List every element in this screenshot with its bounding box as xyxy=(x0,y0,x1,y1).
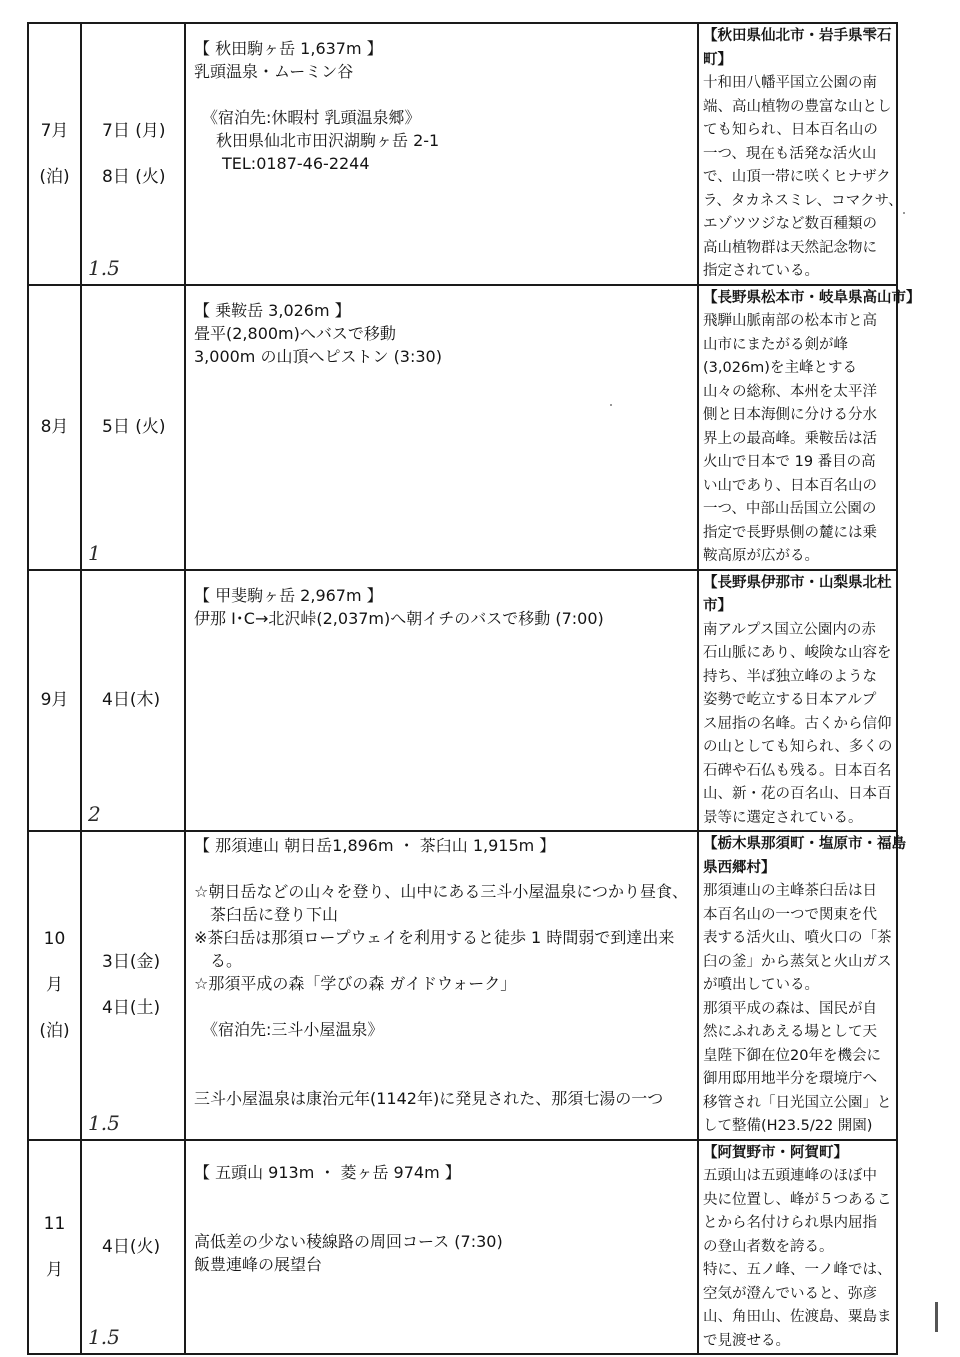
description-line: 南アルプス国立公園内の赤 xyxy=(703,621,876,638)
description-line: 火山で日本で 19 番目の高 xyxy=(703,454,876,470)
overnight-label: (泊) xyxy=(39,166,70,187)
detail-cell xyxy=(185,285,698,570)
description-line: とから名付けられ県内屈指 xyxy=(703,1215,877,1231)
lodging-name: 《宿泊先:三斗小屋温泉》 xyxy=(202,1020,384,1039)
plan-note: ※茶臼岳は那須ロープウェイを利用すると徒歩 1 時間弱で到達出来る。 xyxy=(194,928,675,970)
description-line: 石碑や石仏も残る。日本百名 xyxy=(703,762,892,779)
month-label: 11 xyxy=(43,1213,66,1234)
month-label: 月 xyxy=(46,1259,63,1280)
month-cell xyxy=(28,285,81,570)
description-line: 然にふれあえる場として天 xyxy=(703,1024,877,1040)
description-line: 山々の総称、本州を太平洋 xyxy=(703,383,877,400)
description-line: 御用邸用地半分を環境庁へ xyxy=(703,1071,877,1087)
lodging-address: 秋田県仙北市田沢湖駒ヶ岳 2-1 xyxy=(216,131,440,150)
description-line: の登山者数を誇る。 xyxy=(703,1238,834,1255)
plan-line: ☆那須平成の森「学びの森 ガイドウォーク」 xyxy=(194,974,517,993)
schedule-table xyxy=(27,22,921,1355)
overnight-label: (泊) xyxy=(39,1021,70,1042)
handwritten-note: 1.5 xyxy=(88,1325,120,1349)
description-line: 鞍高原が広がる。 xyxy=(703,548,819,564)
plan-footnote: 三斗小屋温泉は康治元年(1142年)に発見された、那須七湯の一つ xyxy=(194,1089,664,1108)
description-line: エゾツツジなど数百種類の xyxy=(703,216,877,232)
description-line: の山としても知られ、多くの xyxy=(703,739,893,755)
description-line: 移管され「日光国立公園」と xyxy=(703,1094,892,1111)
description-line: 端、高山植物の豊富な山とし xyxy=(703,98,892,115)
description-line: 一つ、現在も活発な活火山 xyxy=(703,145,877,162)
description-line: 指定で長野県側の麓には乗 xyxy=(703,524,877,541)
mountain-title: 【 那須連山 朝日岳1,896m ・ 茶臼山 1,915m 】 xyxy=(194,836,556,855)
handwritten-note: 1.5 xyxy=(88,255,120,280)
mountain-title: 【 甲斐駒ヶ岳 2,967m 】 xyxy=(194,585,383,605)
date-label: 5日 (火) xyxy=(102,417,166,437)
location-heading: 【阿賀野市・阿賀町】 xyxy=(703,1144,848,1161)
date-cell xyxy=(81,1140,185,1355)
description-line: 持ち、半ば独立峰のような xyxy=(703,668,877,685)
date-cell xyxy=(81,570,185,832)
lodging-name: 《宿泊先:休暇村 乳頭温泉郷》 xyxy=(202,108,421,127)
scan-speck xyxy=(610,404,612,406)
description-line: 側と日本海側に分ける分水 xyxy=(703,407,877,423)
handwritten-note: 2 xyxy=(88,802,101,826)
location-heading: 【秋田県仙北市・岩手県雫石 xyxy=(703,28,892,44)
description-line: が噴出している。 xyxy=(703,977,819,993)
month-cell xyxy=(28,831,81,1140)
description-line: ラ、タカネスミレ、コマクサ、 xyxy=(703,192,903,209)
location-heading: 【長野県松本市・岐阜県高山市】 xyxy=(703,289,921,306)
location-heading: 県西郷村】 xyxy=(703,859,776,876)
description-line: 飛騨山脈南部の松本市と高 xyxy=(703,313,877,329)
description-line: 那須連山の主峰茶臼岳は日 xyxy=(703,883,877,899)
description-line: 界上の最高峰。乗鞍岳は活 xyxy=(703,430,877,447)
description-line: ても知られ、日本百名山の xyxy=(703,122,878,138)
description-line: で、山頂一帯に咲くヒナザク xyxy=(703,169,891,185)
plan-line: 乳頭温泉・ムーミン谷 xyxy=(194,62,354,81)
schedule-row-july xyxy=(28,23,897,285)
description-line: 石山脈にあり、峻険な山容を xyxy=(703,645,892,661)
description-line: 山市にまたがる剣が峰 xyxy=(703,336,848,353)
description-line: 臼の釜」から蒸気と火山ガス xyxy=(703,953,892,970)
lodging-phone: TEL:0187-46-2244 xyxy=(222,154,370,173)
schedule-row-november xyxy=(28,1140,897,1355)
description-cell xyxy=(698,831,906,1140)
description-line: 特に、五ノ峰、一ノ峰では、 xyxy=(703,1262,892,1278)
month-label: 9月 xyxy=(40,690,69,711)
month-label: 8月 xyxy=(40,417,69,437)
description-line: 一つ、中部山岳国立公園の xyxy=(703,501,877,517)
location-heading: 市】 xyxy=(703,598,732,614)
description-line: 表する活火山、噴火口の「茶 xyxy=(703,930,892,946)
plan-line: 畳平(2,800m)へバスで移動 xyxy=(194,323,396,343)
detail-cell xyxy=(185,1140,698,1355)
description-line: 那須平成の森は、国民が自 xyxy=(703,1000,877,1017)
description-line: 央に位置し、峰が５つあるこ xyxy=(703,1191,892,1208)
location-heading: 【長野県伊那市・山梨県北杜 xyxy=(703,574,892,591)
plan-line: 高低差の少ない稜線路の周回コース (7:30) xyxy=(194,1231,503,1251)
description-cell xyxy=(698,570,897,832)
month-label: 月 xyxy=(46,975,63,996)
description-line: 五頭山は五頭連峰のほぼ中 xyxy=(703,1168,877,1184)
date-label: 4日(土) xyxy=(102,998,161,1019)
description-line: 山、角田山、佐渡島、粟島ま xyxy=(703,1309,892,1325)
scan-edge-mark xyxy=(935,1302,938,1332)
detail-cell xyxy=(185,570,698,832)
plan-line: ☆朝日岳などの山々を登り、山中にある三斗小屋温泉につかり昼食、茶臼岳に登り下山 xyxy=(194,882,689,924)
description-line: 姿勢で屹立する日本アルプ xyxy=(703,692,877,708)
description-line: 空気が澄んでいると、弥彦 xyxy=(703,1285,877,1302)
plan-line: 伊那 I･C→北沢峠(2,037m)へ朝イチのバスで移動 (7:00) xyxy=(194,608,604,628)
description-line: 高山植物群は天然記念物に xyxy=(703,239,877,256)
description-line: い山であり、日本百名山の xyxy=(703,477,877,494)
description-line: 指定されている。 xyxy=(703,263,819,279)
description-cell xyxy=(698,23,903,285)
date-label: 4日(火) xyxy=(102,1236,161,1257)
description-line: 景等に選定されている。 xyxy=(703,809,863,826)
handwritten-note: 1 xyxy=(88,540,101,565)
description-cell xyxy=(698,1140,897,1355)
detail-cell xyxy=(185,23,698,285)
handwritten-note: 1.5 xyxy=(88,1110,120,1135)
month-label: 10 xyxy=(43,929,66,950)
description-line: (3,026m)を主峰とする xyxy=(703,360,857,376)
date-cell xyxy=(81,23,185,285)
description-line: 十和田八幡平国立公園の南 xyxy=(703,75,877,91)
schedule-row-october xyxy=(28,831,897,1140)
scan-speck xyxy=(903,212,905,214)
mountain-title: 【 乗鞍岳 3,026m 】 xyxy=(194,300,351,320)
mountain-title: 【 五頭山 913m ・ 菱ヶ岳 974m 】 xyxy=(194,1162,461,1182)
date-label: 7日 (月) xyxy=(102,120,166,141)
month-cell xyxy=(28,23,81,285)
date-cell xyxy=(81,831,185,1140)
month-cell xyxy=(28,570,81,832)
description-line: 本百名山の一つで関東を代 xyxy=(703,906,877,923)
date-label: 8日 (火) xyxy=(102,166,166,187)
description-line: して整備(H23.5/22 開園) xyxy=(703,1118,873,1134)
date-label: 3日(金) xyxy=(102,952,161,973)
month-cell xyxy=(28,1140,81,1355)
date-cell xyxy=(81,285,185,570)
mountain-title: 【 秋田駒ヶ岳 1,637m 】 xyxy=(194,39,383,58)
schedule-row-september xyxy=(28,570,897,832)
schedule-row-august xyxy=(28,285,897,570)
detail-cell xyxy=(185,831,698,1140)
date-label: 4日(木) xyxy=(102,690,161,711)
description-line: 山、新・花の百名山、日本百 xyxy=(703,786,892,802)
location-heading: 【栃木県那須町・塩原市・福島 xyxy=(703,836,906,852)
description-line: 皇陛下御在位20年を機会に xyxy=(703,1047,881,1064)
plan-line: 3,000m の山頂へピストン (3:30) xyxy=(194,346,442,366)
description-line: ス屈指の名峰。古くから信仰 xyxy=(703,715,892,732)
month-label: 7月 xyxy=(40,120,69,141)
location-heading: 町】 xyxy=(703,51,732,68)
description-cell xyxy=(698,285,921,570)
description-line: で見渡せる。 xyxy=(703,1332,790,1349)
plan-line: 飯豊連峰の展望台 xyxy=(194,1254,323,1274)
